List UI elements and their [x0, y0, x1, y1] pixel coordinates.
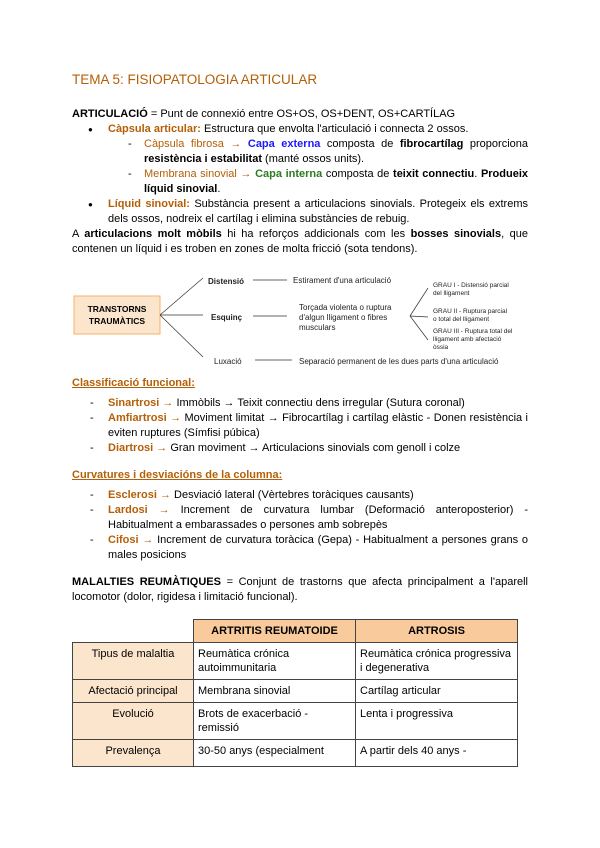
grau-1: del lligament	[433, 290, 470, 297]
articulacio-section	[72, 107, 528, 257]
text: Reumàtica crónica progressiva i degenerativa	[356, 643, 518, 680]
node-def: Separació permanent de les dues parts d'una articulació	[299, 357, 499, 366]
label: Càpsula articular:	[108, 123, 201, 135]
grau-3: òssia	[433, 344, 449, 351]
node-def: Estirament d'una articulació	[293, 276, 392, 285]
text: Desviació lateral (Vèrtebres toràciques causants)	[170, 489, 414, 501]
label: Membrana sinovial →	[144, 168, 252, 180]
classificacio-section	[72, 376, 528, 456]
node-distensio: Distensió	[208, 277, 245, 286]
text: A	[72, 228, 85, 240]
text: teixit connectiu	[393, 168, 475, 180]
list-item	[72, 411, 528, 441]
grau-2: o total del lligament	[433, 316, 490, 323]
table-row	[73, 740, 518, 767]
column-header: ARTROSIS	[356, 620, 518, 643]
text: Cifosi →	[108, 534, 154, 546]
node-def: Torçada violenta o ruptura	[299, 303, 392, 312]
list-item	[72, 396, 528, 411]
page-title: TEMA 5: FISIOPATOLOGIA ARTICULAR	[72, 72, 318, 87]
text: Increment de curvatura lumbar (Deformació anteroposterior) - Habitualment a embarassades o persones amb sobrepès	[108, 504, 528, 531]
list-item	[72, 441, 528, 456]
table-header-row	[73, 620, 518, 643]
text: MALALTIES REUMÀTIQUES	[72, 576, 221, 588]
text: .	[474, 168, 481, 180]
text: composta de	[322, 168, 394, 180]
text: Prevalença	[73, 740, 194, 767]
text: Increment de curvatura toràcica (Gepa) - Habitualment a persones grans o males posicions	[108, 534, 528, 561]
curvatures-section	[72, 468, 528, 563]
column-header: ARTRITIS REUMATOIDE	[194, 620, 356, 643]
text: Capa externa	[247, 138, 321, 150]
comparison-table	[72, 619, 518, 767]
text: Moviment limitat → Fibrocartílag i cartílag elàstic - Donen resistència i eviten ruptures (Símfisi púbica)	[108, 412, 528, 439]
text: Capa interna	[255, 168, 323, 180]
list-item	[72, 503, 528, 533]
text: , que contenen un líquid i es troben en zones de molta fricció (sota tendons).	[72, 228, 528, 255]
text: Estructura que envolta l'articulació i connecta 2 ossos.	[200, 123, 469, 135]
term: ARTICULACIÓ	[72, 108, 148, 120]
text: 30-50 anys (especialment	[194, 740, 356, 767]
text: Brots de exacerbació - remissió	[194, 703, 356, 740]
text: Immòbils → Teixit connectiu dens irregular (Sutura coronal)	[173, 397, 465, 409]
text: articulacions molt mòbils	[84, 228, 222, 240]
text: Cartílag articular	[356, 680, 518, 703]
text	[73, 620, 194, 643]
connector-lines	[160, 278, 428, 360]
node-esquinc: Esquinç	[211, 313, 243, 322]
list-item	[72, 167, 528, 197]
text: Lenta i progressiva	[356, 703, 518, 740]
text: Substància present a articulacions sinovials. Protegeix els extrems dels ossos, nodreix el cartílag i elimina substàncies de rebuig.	[108, 198, 529, 225]
text: = Conjunt de trastorns que afecta principalment a l'aparell locomotor (dolor, rigidesa i limitació funcional).	[72, 576, 528, 603]
node-def: d'algun lligament o fibres	[299, 313, 388, 322]
root-label: TRANSTORNS	[87, 304, 147, 314]
text: Diartrosi →	[108, 442, 168, 454]
grau-3: lligament amb afectació	[433, 336, 502, 343]
definition: = Punt de connexió entre OS+OS, OS+DENT, OS+CARTÍLAG	[147, 108, 456, 120]
node-luxacio: Luxació	[214, 357, 242, 366]
grau-1: GRAU I - Distensió parcial	[433, 282, 509, 289]
section-heading: Curvatures i desviacións de la columna:	[72, 469, 283, 481]
text: Sinartrosi →	[108, 397, 174, 409]
grau-2: GRAU II - Ruptura parcial	[433, 308, 508, 315]
text: Amfiartrosi →	[108, 412, 182, 424]
list-item	[72, 197, 528, 227]
paragraph	[72, 227, 528, 257]
section-heading: Classificació funcional:	[72, 377, 195, 389]
list-item	[72, 122, 528, 137]
text: .	[217, 183, 221, 195]
label: Líquid sinovial:	[108, 198, 190, 210]
table-row	[73, 680, 518, 703]
text: composta de	[320, 138, 400, 150]
text: Tipus de malaltia	[73, 643, 194, 680]
malalties-paragraph	[72, 575, 528, 605]
root-label: TRAUMÀTICS	[88, 316, 146, 326]
text: hi ha reforços addicionals com les	[221, 228, 411, 240]
text: Membrana sinovial	[194, 680, 356, 703]
text: Afectació principal	[73, 680, 194, 703]
table-row	[73, 703, 518, 740]
text: proporciona	[463, 138, 528, 150]
text: resistència i estabilitat	[144, 153, 262, 165]
root-box	[74, 296, 160, 334]
list-item	[72, 533, 528, 563]
label: Càpsula fibrosa →	[144, 138, 242, 150]
text: A partir dels 40 anys -	[356, 740, 518, 767]
text: Lardosi →	[108, 504, 170, 516]
text: Esclerosi →	[108, 489, 171, 501]
text: Evolució	[73, 703, 194, 740]
text: (manté ossos units).	[262, 153, 365, 165]
text: bosses sinovials	[410, 228, 502, 240]
text: fibrocartílag	[399, 138, 464, 150]
list-item	[72, 488, 528, 503]
list-item	[72, 137, 528, 167]
text: Reumàtica crónica autoimmunitaria	[194, 643, 356, 680]
grau-3: GRAU III - Ruptura total del	[433, 328, 513, 335]
traumatic-disorders-diagram	[60, 260, 540, 370]
node-def: musculars	[299, 323, 336, 332]
table-row	[73, 643, 518, 680]
text: Produeix líquid sinovial	[144, 168, 529, 195]
text: Gran moviment → Articulacions sinovials com genoll i colze	[167, 442, 461, 454]
